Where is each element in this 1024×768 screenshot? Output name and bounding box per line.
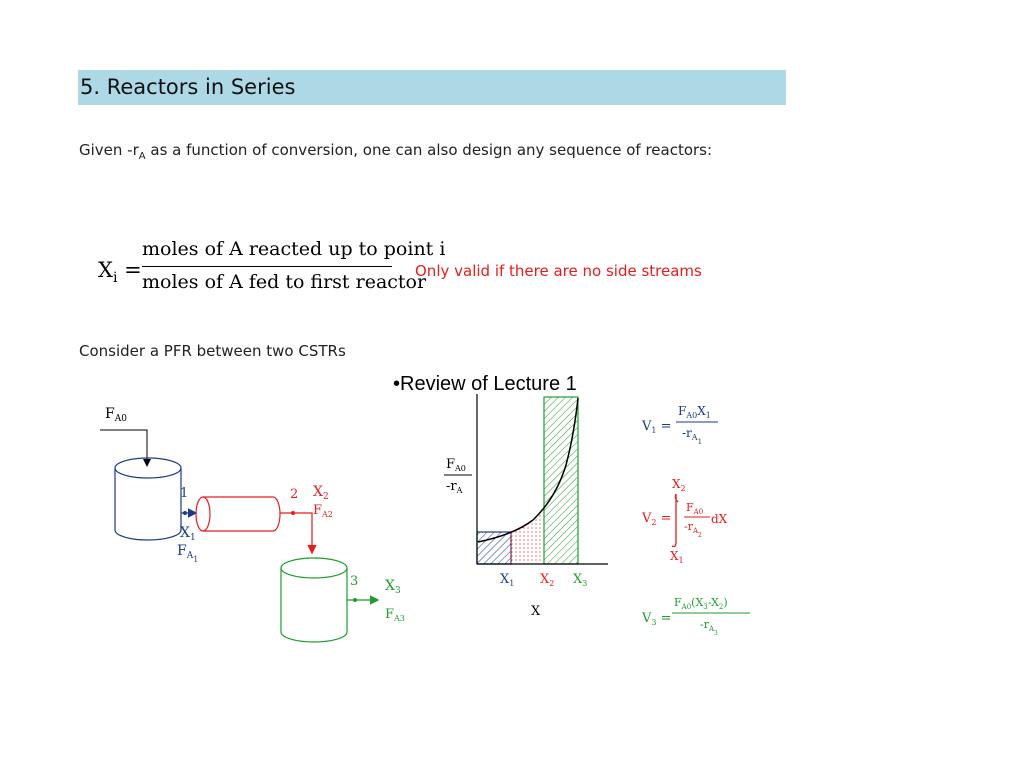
svg-text:X2: $X_2$ (672, 477, 686, 493)
consider-text: Consider a PFR between two CSTRs (79, 342, 346, 360)
v3-equation (641, 596, 750, 637)
svg-text:FA0X1: $F_{A0}X_1$ (678, 404, 711, 420)
review-heading: •Review of Lecture 1 (393, 373, 577, 395)
fa1-label: $F_{A1}$ (177, 543, 199, 564)
svg-text:FA0: $F_{A0}$ (686, 501, 704, 516)
intro-main: Given -r (79, 141, 139, 159)
svg-text:-rA3: $-r_{A3}$ (700, 618, 718, 637)
title-bar (78, 70, 786, 105)
tick-x3: $X_3$ (573, 572, 588, 588)
reactor-diagram (95, 400, 425, 650)
pfr (196, 497, 280, 531)
x3-label: $X_3$ (385, 578, 401, 596)
point-1-label: 1 (180, 486, 189, 501)
svg-text:V1 =: $V_1$ = (642, 419, 672, 435)
eq-equals: = (117, 258, 142, 282)
y-label-denominator: $-r_A$ (446, 479, 463, 495)
intro-sub: A (138, 151, 146, 162)
x1-label: $X_1$ (180, 525, 196, 543)
equation-lhs (98, 258, 142, 286)
fraction-bar (142, 266, 392, 267)
tick-x1: $X_1$ (500, 572, 515, 588)
eq-x: X (98, 258, 113, 282)
node-1 (183, 511, 187, 515)
cstr1-area (477, 532, 511, 564)
node-3 (353, 598, 357, 602)
v1-equation (641, 404, 718, 446)
fa2-label: $F_{A2}$ (313, 503, 333, 519)
side-stream-note: Only valid if there are no side streams (415, 262, 702, 280)
y-label-numerator: $F_{A0}$ (446, 457, 466, 473)
eq-x-sub: i (112, 270, 118, 287)
equation-denominator: moles of A fed to first reactor (142, 271, 427, 293)
x2-label: $X_2$ (313, 484, 329, 502)
feed-label: $F_{A0}$ (105, 406, 127, 424)
volume-equations (638, 390, 768, 650)
svg-text:X1: $X_1$ (670, 549, 684, 565)
stream-2 (280, 513, 312, 552)
v2-equation (641, 477, 728, 565)
slide-title: 5. Reactors in Series (80, 75, 296, 99)
feed-line (100, 430, 147, 465)
svg-text:V2 =: $V_2$ = (642, 511, 672, 527)
svg-text:V3 =: $V_3$ = (642, 611, 672, 627)
tick-x2: $X_2$ (540, 572, 555, 588)
fa3-label: $F_{A3}$ (385, 607, 405, 623)
point-2-label: 2 (290, 487, 299, 502)
svg-text:-rA1: $-r_{A1}$ (682, 426, 703, 446)
equation-numerator: moles of A reacted up to point i (142, 238, 446, 260)
x-axis-label: X (531, 604, 541, 619)
cstr-2 (281, 558, 347, 642)
svg-text:dX: dX (711, 512, 728, 526)
levenspiel-plot (438, 390, 618, 625)
point-3-label: 3 (350, 574, 359, 589)
intro-rest: as a function of conversion, one can also design any sequence of reactors: (145, 141, 713, 159)
cstr-1 (115, 458, 181, 540)
equation-fraction (142, 238, 446, 293)
node-2 (291, 511, 295, 515)
svg-text:-rA2: $-r_{A2}$ (684, 520, 702, 539)
svg-text:FA0(X3-X2): $F_{A0}(X_3-X_2)$ (674, 596, 728, 611)
pfr-area (511, 508, 544, 564)
intro-text (79, 141, 712, 162)
